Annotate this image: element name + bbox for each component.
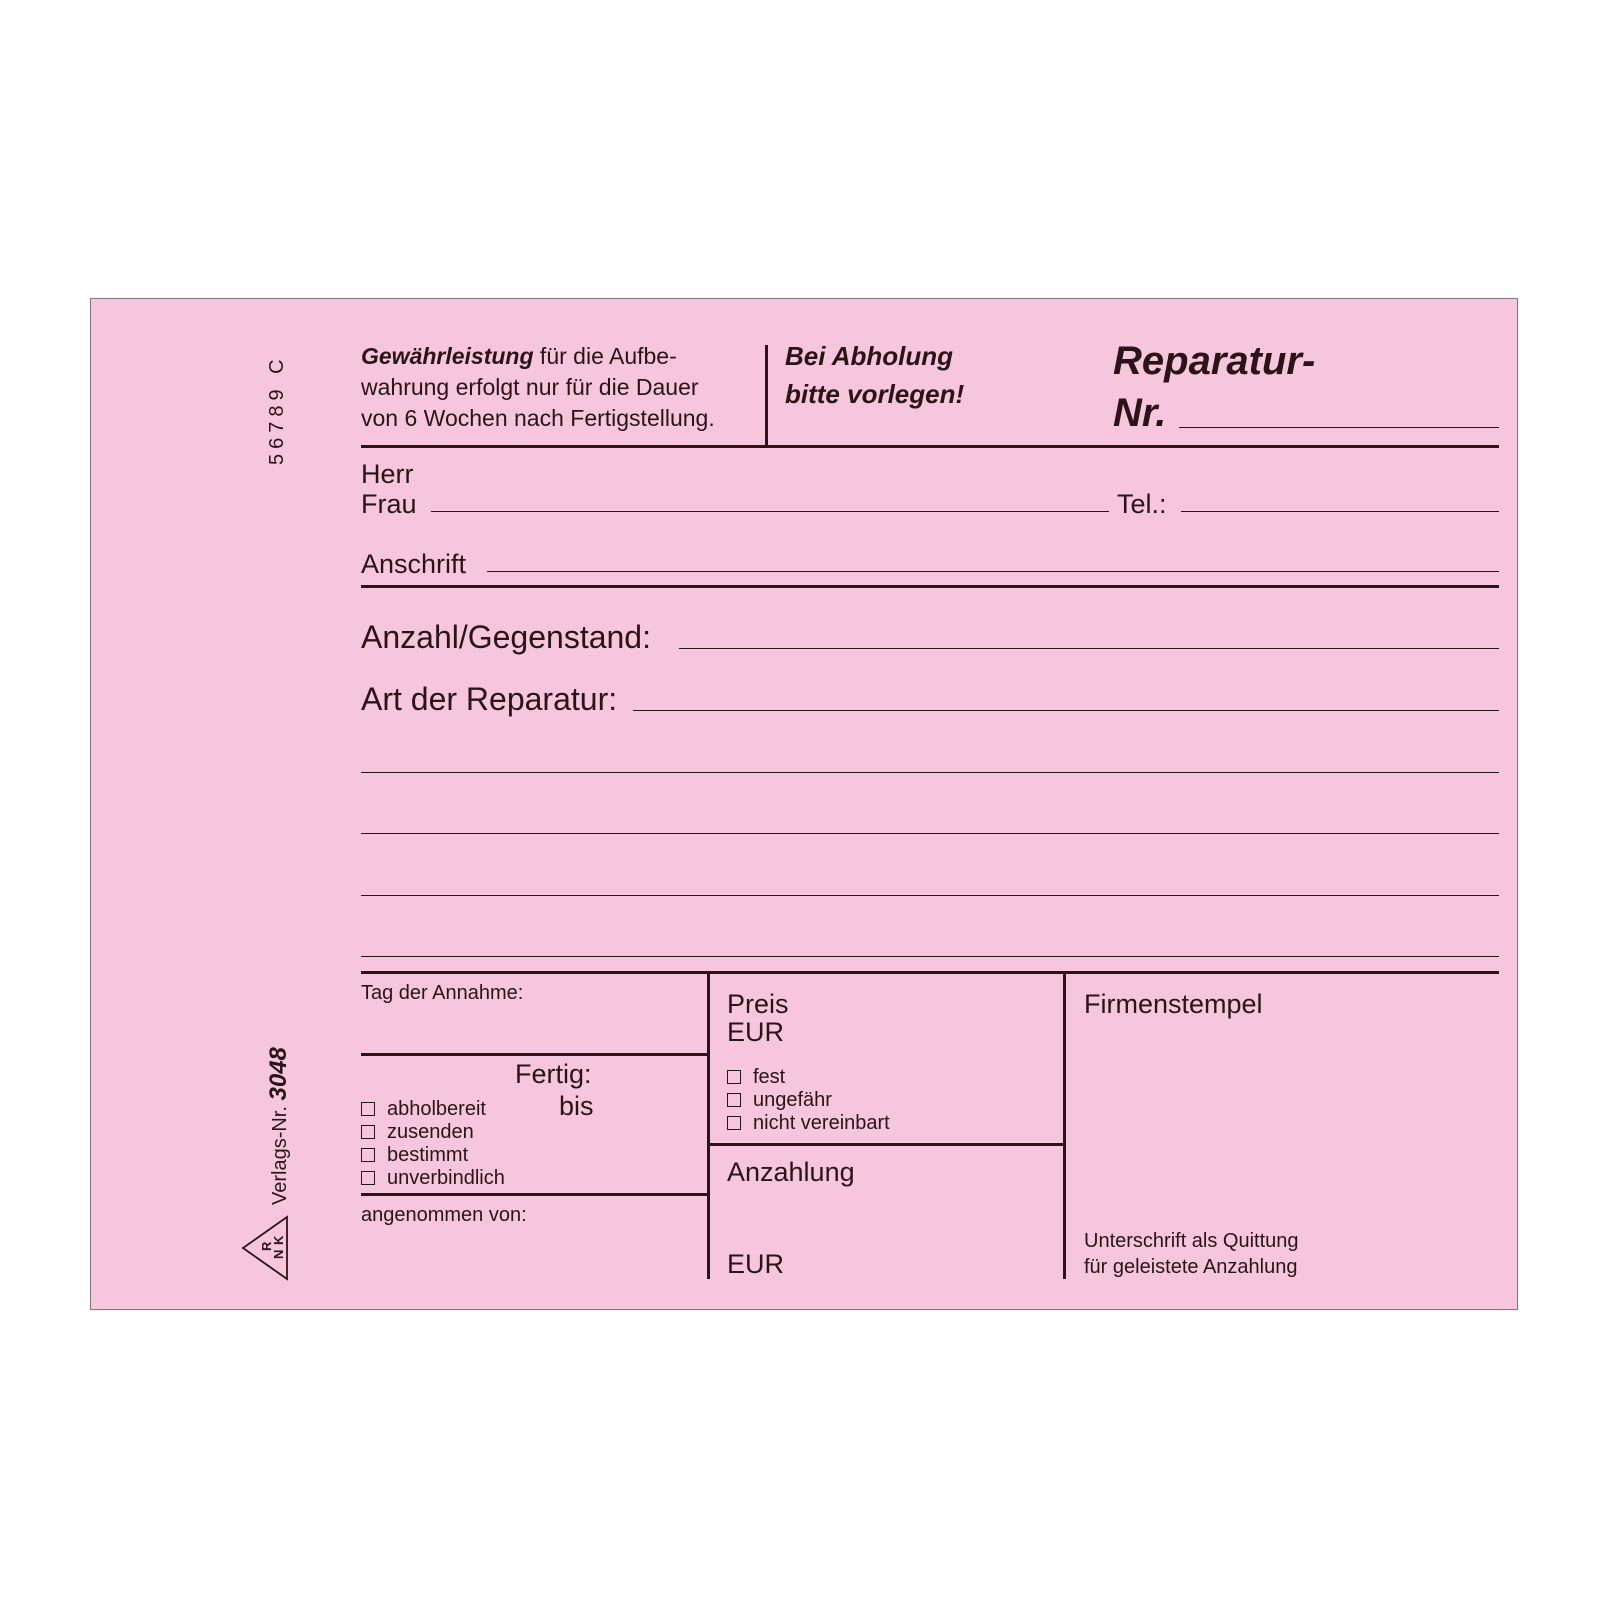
- repair-type-label: Art der Reparatur:: [361, 681, 618, 717]
- option-abholbereit[interactable]: [361, 1099, 486, 1119]
- option-label: fest: [753, 1066, 786, 1088]
- intake-date-label: Tag der Annahme:: [361, 982, 524, 1004]
- warranty-line-1-rest: für die Aufbe-: [533, 343, 677, 369]
- deposit-rule: [707, 1143, 1065, 1146]
- option-label: bestimmt: [387, 1144, 469, 1166]
- until-label: bis: [559, 1091, 594, 1121]
- repair-line-3[interactable]: [361, 895, 1499, 896]
- pickup-notice-line-2: bitte vorlegen!: [785, 379, 965, 409]
- bottom-divider-1: [707, 971, 710, 1279]
- pickup-notice-line-1: Bei Abholung: [785, 341, 954, 371]
- warranty-line-3: von 6 Wochen nach Fertigstellung.: [361, 405, 715, 431]
- name-field[interactable]: [431, 511, 1109, 512]
- bottom-section-rule: [361, 971, 1499, 974]
- signature-caption-line-1: Unterschrift als Quittung: [1084, 1230, 1299, 1252]
- form-number: 56789 C: [266, 354, 288, 465]
- deposit-label: Anzahlung: [727, 1157, 855, 1187]
- tel-label: Tel.:: [1117, 489, 1167, 519]
- price-option-nicht-vereinbart[interactable]: [727, 1113, 890, 1133]
- warranty-bold: Gewährleistung: [361, 343, 534, 369]
- svg-text:R: R: [259, 1241, 274, 1251]
- item-field[interactable]: [679, 648, 1499, 649]
- option-unverbindlich[interactable]: [361, 1168, 505, 1188]
- checkbox-icon[interactable]: [361, 1125, 375, 1139]
- accepted-by-rule: [361, 1193, 707, 1196]
- publisher-number: [267, 1047, 291, 1205]
- address-field[interactable]: [487, 571, 1499, 572]
- customer-rule: [361, 585, 1499, 588]
- option-zusenden[interactable]: [361, 1122, 474, 1142]
- option-bestimmt[interactable]: [361, 1145, 468, 1165]
- checkbox-icon[interactable]: [361, 1148, 375, 1162]
- option-label: abholbereit: [387, 1098, 486, 1120]
- repair-type-field[interactable]: [633, 710, 1499, 711]
- svg-text:K: K: [271, 1235, 286, 1245]
- item-label: Anzahl/Gegenstand:: [361, 619, 651, 655]
- header-divider: [765, 345, 768, 445]
- checkbox-icon[interactable]: [361, 1171, 375, 1185]
- repair-ticket-form: [90, 298, 1518, 1310]
- salutation-frau: Frau: [361, 489, 417, 519]
- warranty-line-2: wahrung erfolgt nur für die Dauer: [361, 374, 699, 400]
- salutation-herr: Herr: [361, 459, 414, 489]
- intake-date-rule: [361, 1053, 707, 1056]
- ready-label: Fertig:: [515, 1059, 592, 1089]
- publisher-number-value: 3048: [265, 1047, 292, 1101]
- repair-number-label: Nr.: [1113, 391, 1167, 435]
- deposit-currency: EUR: [727, 1249, 785, 1279]
- checkbox-icon[interactable]: [727, 1116, 741, 1130]
- svg-text:N: N: [271, 1249, 286, 1259]
- price-currency: EUR: [727, 1017, 785, 1047]
- repair-line-2[interactable]: [361, 833, 1499, 834]
- option-label: zusenden: [387, 1121, 474, 1143]
- publisher-label: Verlags-Nr.: [269, 1106, 291, 1205]
- price-option-fest[interactable]: [727, 1067, 785, 1087]
- repair-line-1[interactable]: [361, 772, 1499, 773]
- option-label: nicht vereinbart: [753, 1112, 890, 1134]
- checkbox-icon[interactable]: [727, 1070, 741, 1084]
- repair-line-4[interactable]: [361, 956, 1499, 957]
- header-rule: [361, 445, 1499, 448]
- signature-caption-line-2: für geleistete Anzahlung: [1084, 1256, 1298, 1278]
- bottom-divider-2: [1063, 971, 1066, 1279]
- price-label: Preis: [727, 989, 789, 1019]
- option-label: unverbindlich: [387, 1167, 505, 1189]
- price-option-ungefaehr[interactable]: [727, 1090, 832, 1110]
- checkbox-icon[interactable]: [727, 1093, 741, 1107]
- publisher-logo: [241, 1215, 289, 1281]
- repair-number-field[interactable]: [1179, 427, 1499, 428]
- address-label: Anschrift: [361, 549, 467, 579]
- tel-field[interactable]: [1181, 511, 1499, 512]
- accepted-by-label: angenommen von:: [361, 1204, 527, 1226]
- stamp-label: Firmenstempel: [1084, 989, 1263, 1019]
- checkbox-icon[interactable]: [361, 1102, 375, 1116]
- warranty-line-1: [361, 345, 677, 368]
- repair-number-title: Reparatur-: [1113, 339, 1316, 383]
- option-label: ungefähr: [753, 1089, 832, 1111]
